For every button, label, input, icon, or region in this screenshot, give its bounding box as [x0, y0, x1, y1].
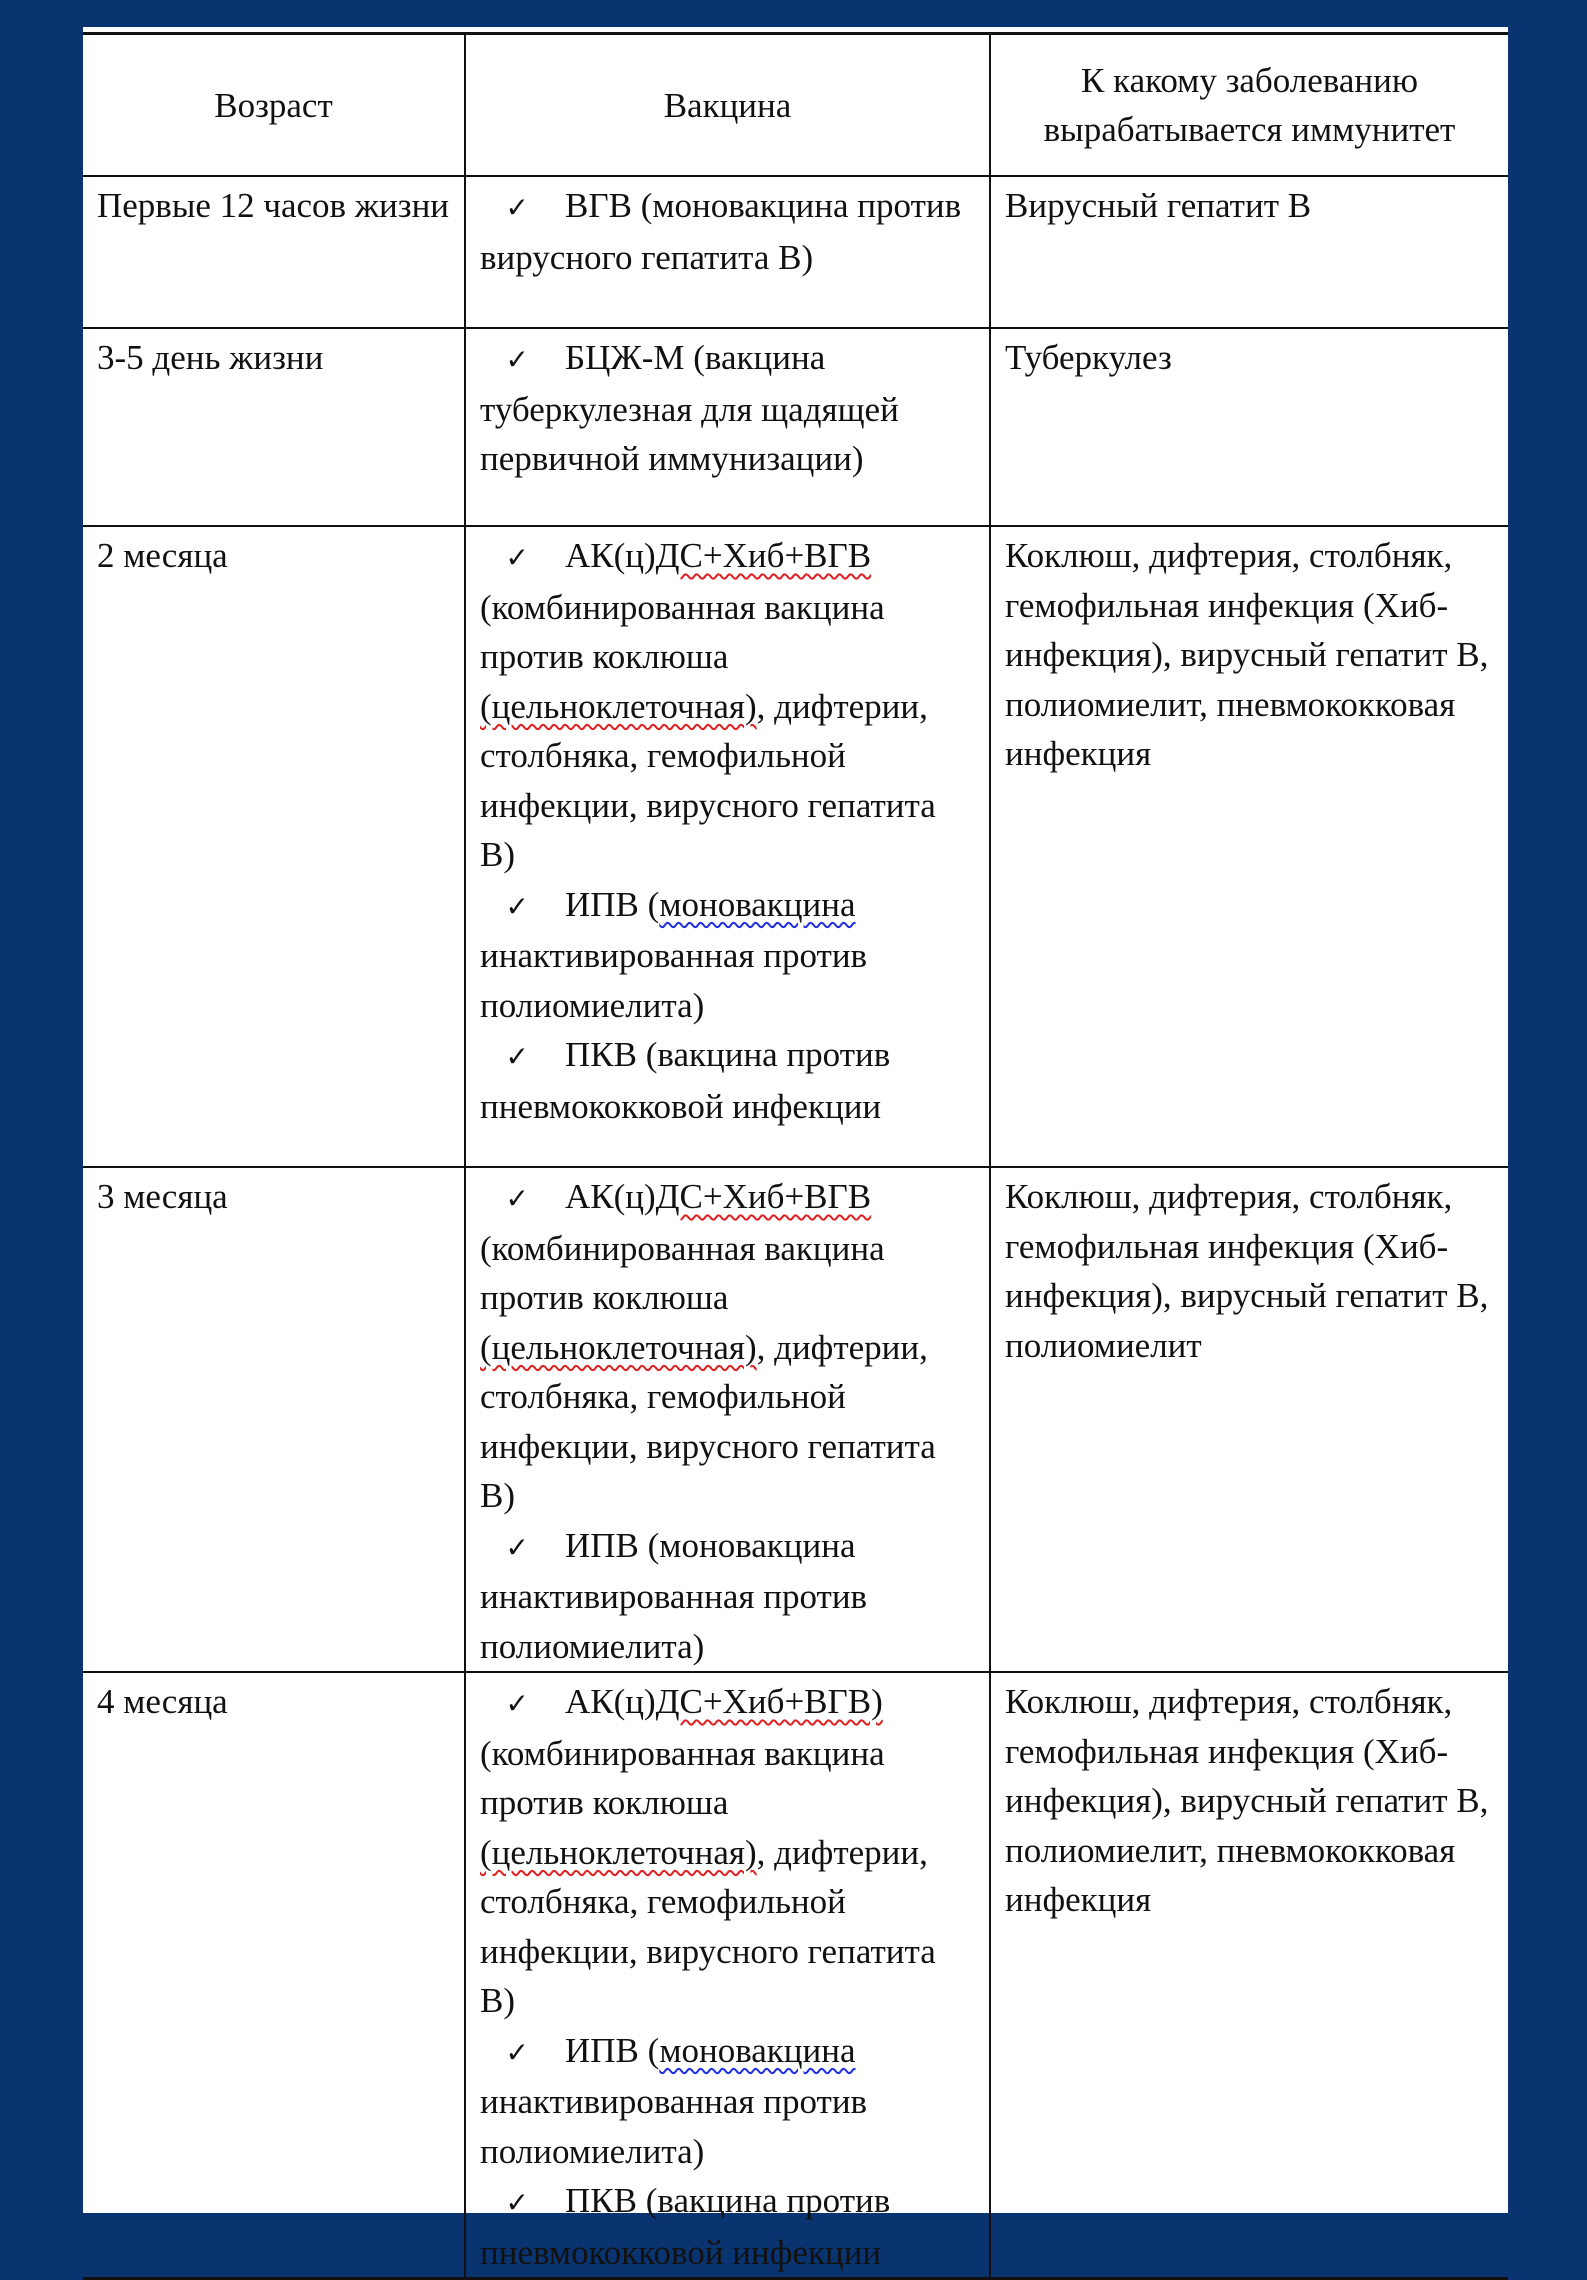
grammar-marked-text: моновакцина [659, 884, 856, 924]
vaccine-desc: (комбинированная вакцина против коклюша [480, 1228, 885, 1317]
vaccine-name-prefix: АК(ц) [565, 1682, 656, 1721]
header-vaccine: Вакцина [465, 34, 990, 177]
vaccine-item [480, 2176, 975, 2277]
vaccine-name: ПКВ [565, 1035, 637, 1074]
header-immunity: К какому заболеванию вырабатывается иммунитет [990, 34, 1508, 177]
vaccine-desc: (вакцина против пневмококковой инфекции [480, 1035, 891, 1126]
vaccine-name: БЦЖ-М [565, 338, 685, 377]
vaccine-cell [465, 1167, 990, 1672]
immunity-cell: Коклюш, дифтерия, столбняк, гемофильная инфекция (Хиб-инфекция), вирусный гепатит В, полиомиелит, пневмококковая инфекция [990, 1672, 1508, 2279]
check-icon: ✓ [505, 1687, 529, 1720]
check-icon: ✓ [505, 541, 529, 574]
document-page [83, 27, 1508, 2272]
vaccine-name-prefix: АК(ц) [565, 536, 656, 575]
vaccine-item [480, 531, 975, 880]
vaccine-item [480, 1172, 975, 1521]
vaccine-desc: (комбинированная вакцина против коклюша [480, 1733, 885, 1822]
age-cell: Первые 12 часов жизни [83, 176, 465, 328]
vaccine-desc: ( [638, 2030, 660, 2070]
table-row [83, 1672, 1508, 2279]
table-row [83, 526, 1508, 1167]
vaccine-item [480, 1030, 975, 1131]
spellcheck-marked-text: (цельноклеточная) [480, 686, 757, 726]
vaccine-desc: (вакцина против пневмококковой инфекции [480, 2181, 891, 2272]
check-icon: ✓ [505, 1182, 529, 1215]
vaccine-item [480, 333, 975, 484]
check-icon: ✓ [505, 2035, 529, 2069]
check-icon: ✓ [505, 343, 529, 376]
vaccine-item [480, 1521, 975, 1672]
vaccine-desc-tail: инактивированная против полиомиелита) [480, 936, 868, 1025]
vaccine-item [480, 1677, 975, 2026]
check-icon: ✓ [505, 2186, 529, 2219]
spellcheck-marked-text: (цельноклеточная) [480, 1832, 757, 1872]
vaccine-cell [465, 1672, 990, 2279]
age-cell: 3 месяца [83, 1167, 465, 1672]
vaccine-name: ИПВ [565, 2030, 639, 2070]
vaccine-name: ВГВ [565, 186, 632, 225]
spellcheck-marked-text: ДС+Хиб+ВГВ [655, 1177, 872, 1216]
vaccine-item [480, 2026, 975, 2177]
table-row [83, 1167, 1508, 1672]
spellcheck-marked-text: (цельноклеточная) [480, 1327, 757, 1367]
table-row [83, 328, 1508, 526]
vaccine-name-prefix: АК(ц) [565, 1177, 656, 1216]
header-row [83, 34, 1508, 177]
age-cell: 2 месяца [83, 526, 465, 1167]
vaccine-cell [465, 526, 990, 1167]
immunity-cell: Туберкулез [990, 328, 1508, 526]
immunity-cell: Коклюш, дифтерия, столбняк, гемофильная инфекция (Хиб-инфекция), вирусный гепатит В, полиомиелит [990, 1167, 1508, 1672]
spellcheck-marked-text: ДС+Хиб+ВГВ [655, 536, 872, 575]
immunity-cell: Коклюш, дифтерия, столбняк, гемофильная инфекция (Хиб-инфекция), вирусный гепатит В, полиомиелит, пневмококковая инфекция [990, 526, 1508, 1167]
vaccine-name: ИПВ [565, 1525, 639, 1565]
check-icon: ✓ [505, 191, 529, 224]
vaccine-item [480, 880, 975, 1031]
vaccine-desc-tail: , дифтерии, столбняка, гемофильной инфекции, вирусного гепатита В) [480, 1327, 936, 1515]
immunity-cell: Вирусный гепатит В [990, 176, 1508, 328]
check-icon: ✓ [505, 889, 529, 923]
spellcheck-marked-text: ДС+Хиб+ВГВ) [655, 1682, 883, 1721]
vaccine-desc-tail: , дифтерии, столбняка, гемофильной инфекции, вирусного гепатита В) [480, 1832, 936, 2020]
header-age: Возраст [83, 34, 465, 177]
vaccine-name: ПКВ [565, 2181, 637, 2220]
vaccine-desc: (вакцина туберкулезная для щадящей первичной иммунизации) [480, 338, 899, 478]
vaccine-desc-tail: инактивированная против полиомиелита) [480, 2082, 868, 2171]
vaccination-schedule-table [83, 32, 1508, 2280]
vaccine-desc: ( [638, 884, 660, 924]
vaccine-desc-tail: , дифтерии, столбняка, гемофильной инфекции, вирусного гепатита В) [480, 686, 936, 874]
vaccine-name: ИПВ [565, 884, 639, 924]
check-icon: ✓ [505, 1040, 529, 1073]
table-row [83, 176, 1508, 328]
vaccine-desc: (комбинированная вакцина против коклюша [480, 587, 885, 676]
age-cell: 3-5 день жизни [83, 328, 465, 526]
vaccine-desc: (моновакцина инактивированная против полиомиелита) [480, 1525, 868, 1666]
vaccine-desc: (моновакцина против вирусного гепатита В) [480, 186, 962, 277]
age-cell: 4 месяца [83, 1672, 465, 2279]
grammar-marked-text: моновакцина [659, 2030, 856, 2070]
vaccine-item [480, 181, 975, 282]
vaccine-cell [465, 328, 990, 526]
check-icon: ✓ [505, 1530, 529, 1564]
vaccine-cell [465, 176, 990, 328]
